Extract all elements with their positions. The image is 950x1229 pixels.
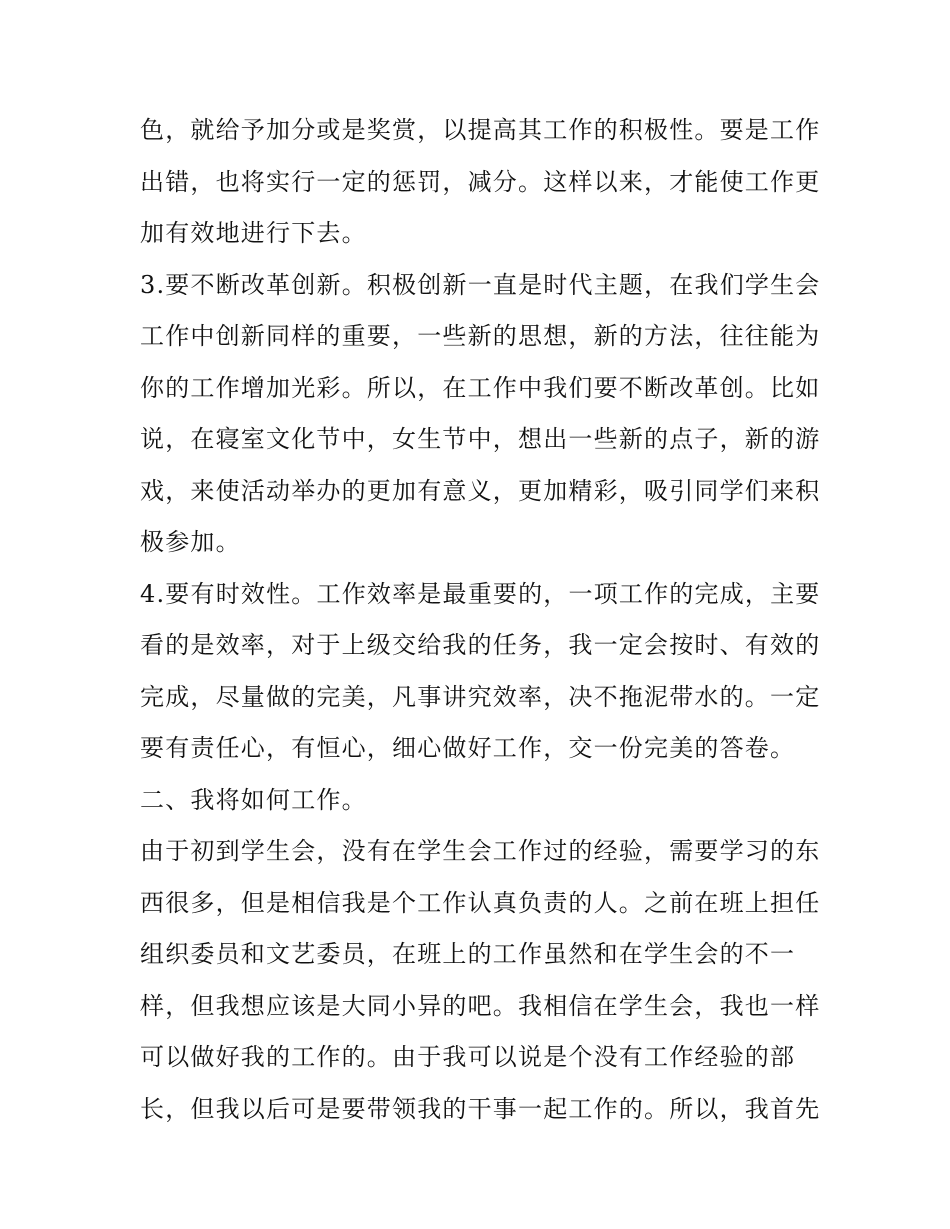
text-line: 戏，来使活动举办的更加有意义，更加精彩，吸引同学们来积 [140,476,821,505]
text-line: 加有效地进行下去。 [140,219,367,247]
text-line: 由于初到学生会，没有在学生会工作过的经验，需要学习的东 [140,837,821,865]
text-line: 看的是效率，对于上级交给我的任务，我一定会按时、有效的 [140,631,821,659]
text-line: 西很多，但是相信我是个工作认真负责的人。之前在班上担任 [140,888,821,917]
body-text [140,108,820,1138]
text-line: 说，在寝室文化节中，女生节中，想出一些新的点子，新的游 [140,425,821,453]
section-heading: 二、我将如何工作。 [140,785,367,814]
text-line: 组织委员和文艺委员，在班上的工作虽然和在学生会的不一 [140,940,796,968]
text-line: 4.要有时效性。工作效率是最重要的，一项工作的完成，主要 [140,579,821,608]
text-line: 样，但我想应该是大同小异的吧。我相信在学生会，我也一样 [140,991,821,1020]
text-line: 可以做好我的工作的。由于我可以说是个没有工作经验的部 [140,1043,796,1071]
text-line: 长，但我以后可是要带领我的干事一起工作的。所以，我首先 [140,1094,821,1123]
text-line: 工作中创新同样的重要，一些新的思想，新的方法，往往能为 [140,322,821,350]
text-line: 要有责任心，有恒心，细心做好工作，交一份完美的答卷。 [140,734,796,762]
text-line: 出错，也将实行一定的惩罚，减分。这样以来，才能使工作更 [140,167,821,196]
text-line: 完成，尽量做的完美，凡事讲究效率，决不拖泥带水的。一定 [140,682,821,711]
text-line: 极参加。 [140,528,241,556]
text-line: 3.要不断改革创新。积极创新一直是时代主题，在我们学生会 [140,270,821,299]
text-line: 你的工作增加光彩。所以，在工作中我们要不断改革创。比如 [140,373,821,402]
text-line: 色，就给予加分或是奖赏，以提高其工作的积极性。要是工作 [140,116,821,144]
